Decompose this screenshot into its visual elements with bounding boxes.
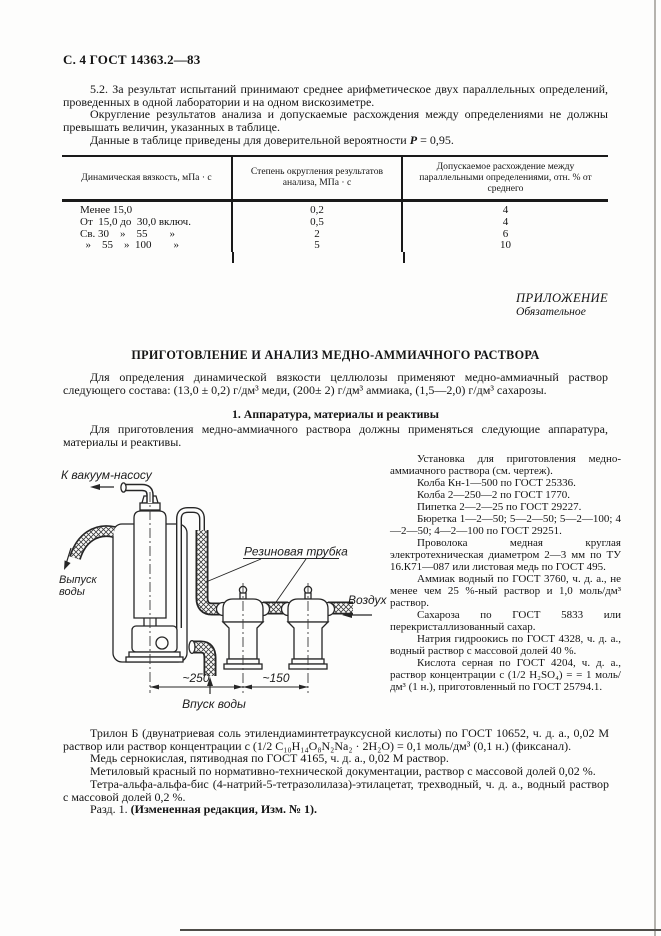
table-header-row <box>62 157 608 202</box>
cell-rounding: 0,2 <box>233 202 403 217</box>
appendix-block <box>516 292 608 318</box>
intro-paragraph: Для определения динамической вязкости целлюлозы применяют медно-аммиачный раствор следующего состава: (13,0 ± 0,2) г/дм³ меди, (200± 2) г/дм³ аммиака, (1,5—2,0) г/дм³ сахарозы. <box>63 370 608 397</box>
reagent-item: Проволока медная круглая электротехническая диаметром 2—3 мм по ТУ 16.К71—087 или листовая медь по ГОСТ 495. <box>390 537 621 573</box>
cell-rounding: 5 <box>233 240 403 252</box>
reagent-item: Колба Кн-1—500 по ГОСТ 25336. <box>417 477 576 489</box>
section-1-heading: 1. Аппаратура, материалы и реактивы <box>232 407 439 421</box>
flask-body <box>132 626 177 652</box>
column-header: Динамическая вязкость, мПа · с <box>62 157 233 199</box>
cell-tolerance: 4 <box>502 204 509 217</box>
cell-tolerance: 6 <box>502 227 509 240</box>
paragraph: Округление результатов анализа и допускаемые расхождения между определениями не должны превышать величин, указанных в таблице. <box>63 107 608 135</box>
section-1-paragraph: Для приготовления медно-аммиачного раствора должны применяться следующие аппаратура, материалы и реактивы. <box>63 422 608 449</box>
appendix-title: ПРИГОТОВЛЕНИЕ И АНАЛИЗ МЕДНО-АММИАЧНОГО РАСТВОРА <box>131 348 540 362</box>
reagent-item: Трилон Б (двунатриевая соль этилендиаминтетрауксусной кислоты) по ГОСТ 10652, ч. д. а., 0,02 М раствор или раствор концентрации с (1/2 C₁₀H₁₄O₈N₂Na₂ · 2H₂O) = 0,1 моль/дм³ (0,1 н.) (фиксанал). <box>63 726 609 753</box>
cell-viscosity: Менее 15,0 <box>62 202 233 217</box>
table-row <box>62 240 608 252</box>
cell-viscosity: » 55 » 100 » <box>62 240 233 252</box>
bottom-reagents <box>63 727 609 816</box>
reagent-item: Натрия гидроокись по ГОСТ 4328, ч. д. а., водный раствор с массовой долей 40 %. <box>390 633 621 657</box>
dimension-150-label: ~150 <box>262 671 290 685</box>
water-outlet-label-line1: Выпуск <box>59 574 97 586</box>
reagent-item: Медь сернокислая, пятиводная по ГОСТ 4165, ч. д. а., 0,02 М раствор. <box>90 751 449 766</box>
water-outlet-label-line2: воды <box>59 586 85 598</box>
reagent-item: Тетра-альфа-альфа-бис (4-натрий-5-тетразолилаза)-этилацетат, трехводный, ч. д. а., водный раствор с массовой долей 0,2 %. <box>63 776 609 804</box>
reagent-item: Метиловый красный по нормативно-технической документации, раствор с массовой долей 0,02 %. <box>90 764 596 779</box>
dimension-250-label: ~250 <box>182 671 210 685</box>
annotation-arrows <box>64 484 372 694</box>
flask-foot <box>129 652 180 657</box>
flask-foot-base <box>126 657 183 662</box>
table-rule-extension <box>62 252 608 263</box>
reagent-item: Колба 2—250—2 по ГОСТ 1770. <box>417 489 570 501</box>
reagent-item: Кислота серная по ГОСТ 4204, ч. д. а., раствор концентрации с (1/2 H₂SO₄) = = 1 моль/дм³ (1 н.), приготовленный по ГОСТ 25794.1. <box>390 657 621 693</box>
air-label: Воздух <box>348 593 387 607</box>
to-vacuum-pump-label: К вакуум-насосу <box>61 468 152 482</box>
cell-tolerance: 4 <box>502 215 509 228</box>
revision-note: Разд. 1. (Измененная редакция, Изм. № 1). <box>90 802 318 817</box>
table-row <box>62 217 608 229</box>
cell-tolerance: 10 <box>500 239 511 252</box>
reagent-item: Пипетка 2—2—25 по ГОСТ 29227. <box>417 501 582 513</box>
water-inlet-label: Впуск воды <box>182 697 246 711</box>
appendix-sublabel: Обязательное <box>516 305 586 318</box>
rubber-tube-label: Резиновая трубка <box>244 544 348 559</box>
rubber-tube-vertical <box>202 530 222 609</box>
cell-viscosity: От 15,0 до 30,0 включ. <box>62 217 233 229</box>
revision-note-bold: (Измененная редакция, Изм. № 1). <box>130 802 318 817</box>
appendix-label: ПРИЛОЖЕНИЕ <box>516 291 609 305</box>
reagent-item: Сахароза по ГОСТ 5833 или перекристаллизованный сахар. <box>390 609 621 633</box>
paragraph: 5.2. За результат испытаний принимают среднее арифметическое двух параллельных определений, проведенных в одной лаборатории и на одном вискозиметре. <box>63 82 608 109</box>
cell-rounding: 2 <box>233 229 403 241</box>
water-outlet-hose <box>75 531 114 558</box>
reagent-item: Аммиак водный по ГОСТ 3760, ч. д. а., не менее чем 25 %-ный раствор и 1,0 моль/дм³ раствор. <box>390 573 621 609</box>
reagents-column <box>390 453 621 693</box>
tolerance-table <box>62 155 608 263</box>
cell-rounding: 0,5 <box>233 217 403 229</box>
cell-viscosity: Св. 30 » 55 » <box>62 229 233 241</box>
scan-edge-line-right <box>654 0 656 936</box>
apparatus-diagram <box>56 462 396 720</box>
reagent-item: Установка для приготовления медно-аммиачного раствора (см. чертеж). <box>390 453 621 477</box>
scan-edge-line-bottom <box>180 929 661 931</box>
column-header: Допускаемое расхождение между параллельными определениями, отн. % от среднего <box>419 161 592 194</box>
leader-lines <box>206 559 339 606</box>
reagent-item: Бюретка 1—2—50; 5—2—50; 5—2—100; 4—2—50; 4—2—100 по ГОСТ 29251. <box>390 513 621 537</box>
section-5-2 <box>63 83 608 147</box>
paragraph: Данные в таблице приведены для доверительной вероятности P = 0,95. <box>90 132 454 147</box>
table-row <box>62 202 608 217</box>
probability-symbol: P <box>409 132 418 147</box>
column-header: Степень округления результатов анализа, МПа · с <box>233 157 403 199</box>
page-header: С. 4 ГОСТ 14363.2—83 <box>63 52 201 67</box>
stopcock <box>156 637 168 649</box>
